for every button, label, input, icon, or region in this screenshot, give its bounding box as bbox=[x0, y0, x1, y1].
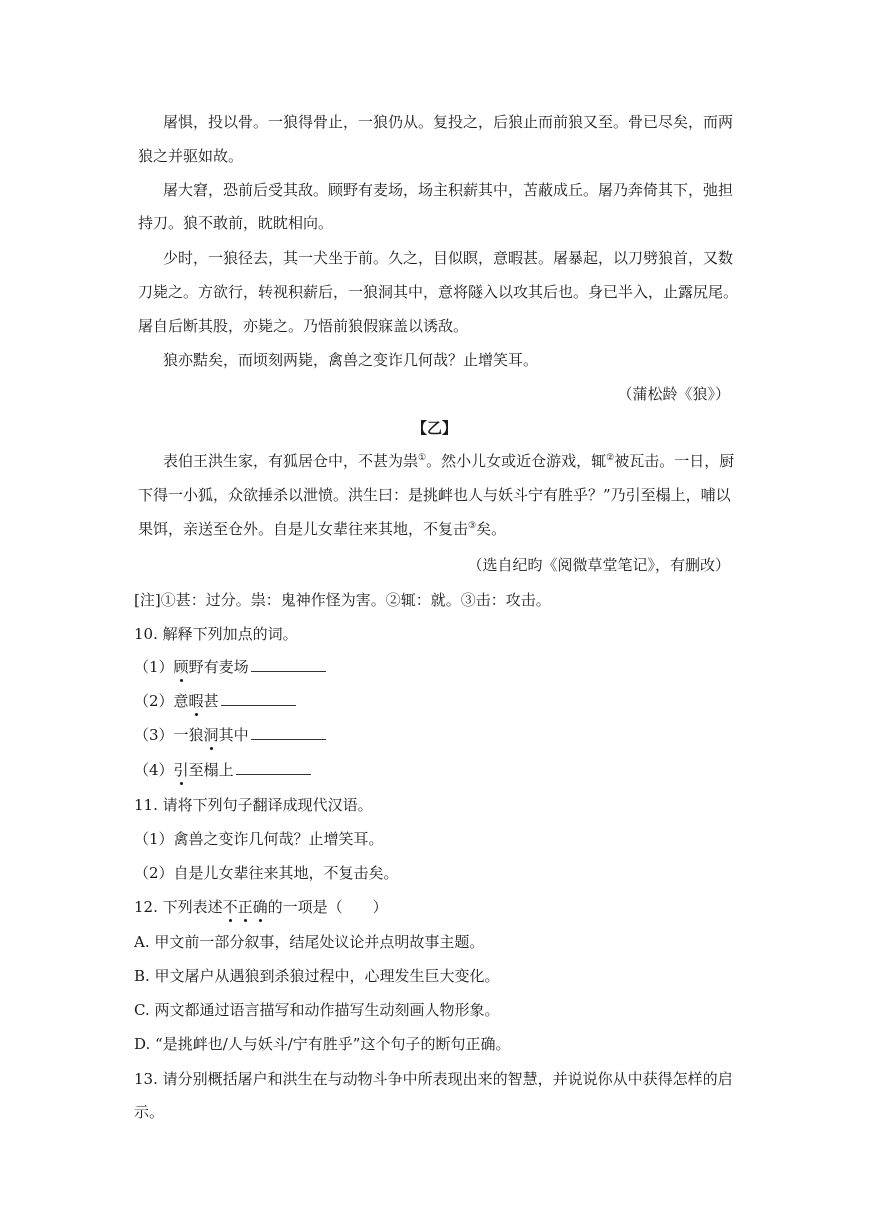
q11-item-1: （1）禽兽之变诈几何哉？止增笑耳。 bbox=[134, 830, 384, 848]
yi-notes: [注]①甚：过分。祟：鬼神作怪为害。②辄：就。③击：攻击。 bbox=[134, 591, 551, 609]
q13-line1: 13. 请分别概括屠户和洪生在与动物斗争中所表现出来的智慧，并说说你从中获得怎样的启 bbox=[134, 1070, 733, 1088]
q10-item-3-post: 其中 bbox=[218, 726, 249, 744]
q10-item-3-pre: （3）一狼 bbox=[134, 726, 204, 744]
q11-item-2: （2）自是儿女辈往来其地，不复击矣。 bbox=[134, 864, 399, 882]
q12-option-b[interactable]: B. 甲文屠户从遇狼到杀狼过程中，心理发生巨大变化。 bbox=[134, 967, 500, 985]
yi-line1-c: 被瓦击。一日，厨 bbox=[614, 452, 735, 470]
q12-stem-post: 的一项是（ ） bbox=[267, 898, 388, 916]
q10-item-2-post: 甚 bbox=[203, 692, 219, 710]
yi-line1-a: 表伯王洪生家，有狐居仓中，不甚为祟 bbox=[163, 452, 419, 470]
q10-item-3-dotted-word: 洞 bbox=[203, 726, 219, 744]
q10-item-1 bbox=[134, 657, 326, 677]
q10-item-4-post: 至榻上 bbox=[188, 761, 234, 779]
q12-stem-dotted bbox=[223, 898, 268, 916]
jia-p2-line1: 屠大窘，恐前后受其敌。顾野有麦场，场主积薪其中，苫蔽成丘。屠乃奔倚其下，弛担 bbox=[163, 181, 734, 199]
yi-line3-b: 矣。 bbox=[476, 520, 507, 538]
footnote-mark-3: ③ bbox=[468, 521, 477, 531]
jia-p2-line2: 持刀。狼不敢前，眈眈相向。 bbox=[138, 214, 334, 232]
jia-p1-line1: 屠惧，投以骨。一狼得骨止，一狼仍从。复投之，后狼止而前狼又至。骨已尽矣，而两 bbox=[163, 113, 734, 131]
emphasis-dot-char: 确 bbox=[252, 898, 268, 916]
yi-line2: 下得一小狐，众欲捶杀以泄愤。洪生曰：是挑衅也人与妖斗宁有胜乎？”乃引至榻上，哺以 bbox=[138, 486, 731, 504]
q10-item-4-pre: （4） bbox=[134, 761, 174, 779]
q10-item-4-dotted-word: 引 bbox=[173, 761, 189, 779]
q11-stem: 11. 请将下列句子翻译成现代汉语。 bbox=[134, 796, 373, 814]
q10-item-2-pre: （2）意 bbox=[134, 692, 189, 710]
q12-option-a[interactable]: A. 甲文前一部分叙事，结尾处议论并点明故事主题。 bbox=[134, 933, 485, 951]
yi-line3 bbox=[138, 519, 506, 539]
yi-line1 bbox=[163, 451, 734, 471]
q10-stem: 10. 解释下列加点的词。 bbox=[134, 625, 298, 643]
jia-p3-line3: 屠自后断其股，亦毙之。乃悟前狼假寐盖以诱敌。 bbox=[138, 317, 469, 335]
footnote-mark-2: ② bbox=[606, 453, 615, 463]
q10-item-4 bbox=[134, 760, 311, 780]
q10-item-2 bbox=[134, 691, 296, 711]
answer-blank[interactable] bbox=[236, 760, 311, 775]
q10-item-3 bbox=[134, 725, 326, 745]
emphasis-dot-char: 不 bbox=[222, 898, 238, 916]
q12-stem bbox=[134, 897, 388, 917]
q10-item-1-dotted-word: 顾 bbox=[173, 658, 189, 676]
answer-blank[interactable] bbox=[251, 725, 326, 740]
jia-p1-line2: 狼之并驱如故。 bbox=[138, 147, 244, 165]
jia-p3-line2: 刀毙之。方欲行，转视积薪后，一狼洞其中，意将隧入以攻其后也。身已半入，止露尻尾。 bbox=[138, 283, 739, 301]
emphasis-dot-char: 正 bbox=[237, 898, 253, 916]
yi-title: 【乙】 bbox=[411, 419, 457, 437]
q12-option-c[interactable]: C. 两文都通过语言描写和动作描写生动刻画人物形象。 bbox=[134, 1001, 500, 1019]
footnote-mark-1: ① bbox=[418, 453, 427, 463]
answer-blank[interactable] bbox=[251, 657, 326, 672]
yi-line3-a: 果饵，亲送至仓外。自是儿女辈往来其地，不复击 bbox=[138, 520, 469, 538]
q12-option-d[interactable]: D. “是挑衅也/人与妖斗/宁有胜乎”这个句子的断句正确。 bbox=[134, 1035, 511, 1053]
jia-p3-line1: 少时，一狼径去，其一犬坐于前。久之，目似瞑，意暇甚。屠暴起，以刀劈狼首，又数 bbox=[163, 249, 734, 267]
q10-item-2-dotted-word: 暇 bbox=[188, 692, 204, 710]
answer-blank[interactable] bbox=[221, 691, 296, 706]
jia-source: （蒲松龄《狼》） bbox=[617, 385, 730, 403]
jia-p4-line1: 狼亦黠矣，而顷刻两毙，禽兽之变诈几何哉？止增笑耳。 bbox=[163, 351, 539, 369]
q13-line2: 示。 bbox=[134, 1103, 165, 1121]
yi-source: （选自纪昀《阅微草堂笔记》，有删改） bbox=[467, 556, 730, 574]
q10-item-1-pre: （1） bbox=[134, 658, 174, 676]
q10-item-1-post: 野有麦场 bbox=[188, 658, 249, 676]
q12-stem-pre: 12. 下列表述 bbox=[134, 898, 223, 916]
yi-line1-b: 。然小儿女或近仓游戏，辄 bbox=[426, 452, 607, 470]
